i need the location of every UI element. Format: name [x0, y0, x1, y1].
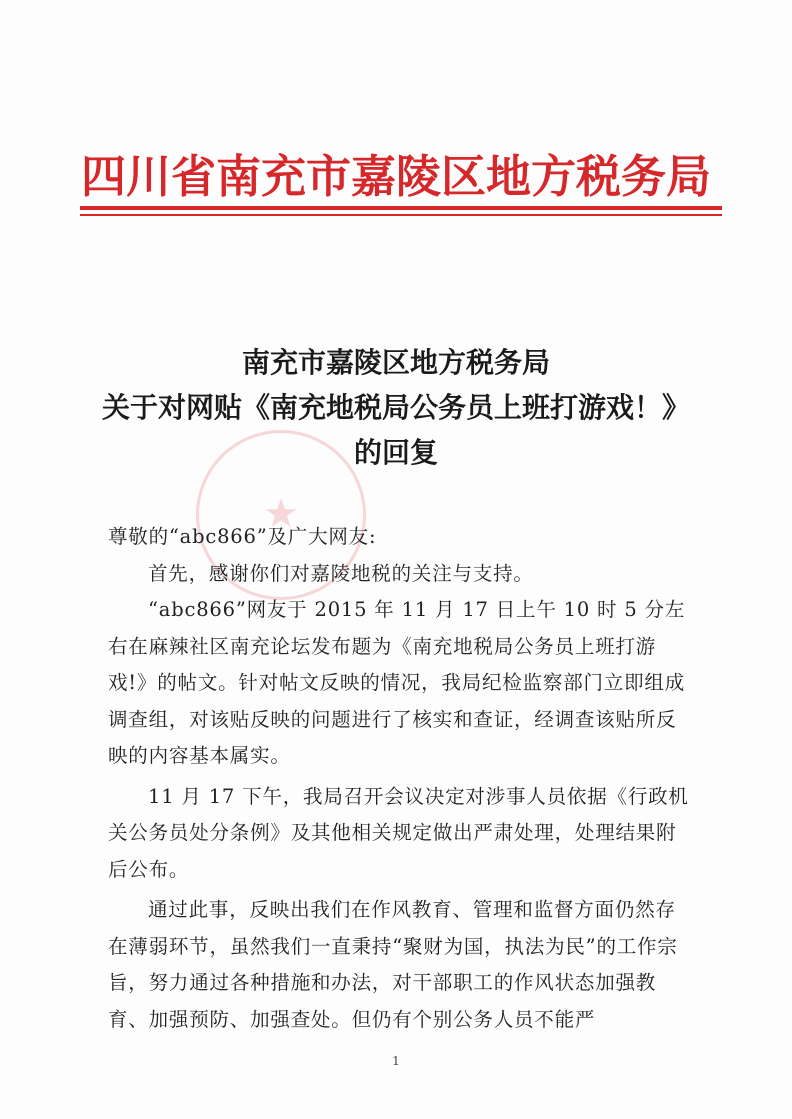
- letterhead-rule-thick: [80, 206, 722, 210]
- letterhead-rule-thin: [80, 214, 722, 216]
- letterhead-title: 四川省南充市嘉陵区地方税务局: [80, 150, 711, 203]
- paragraph-2: “abc866”网友于 2015 年 11 月 17 日上午 10 时 5 分左右在麻辣社区南充论坛发布题为《南充地税局公务员上班打游戏!》的帖文。针对帖文反映的情况，我局纪检监察部门立即组成调查组，对该贴反映的问题进行了核实和查证，经调查该贴所反映的内容基本属实。: [108, 598, 686, 767]
- paragraph-3: 11 月 17 下午，我局召开会议决定对涉事人员依据《行政机关公务员处分条例》及其他相关规定做出严肃处理，处理结果附后公布。: [108, 784, 689, 881]
- salutation: 尊敬的“abc866”及广大网友:: [108, 525, 377, 548]
- title-line-1: 南充市嘉陵区地方税务局: [241, 346, 550, 379]
- document-body: [108, 519, 693, 1038]
- title-line-3: 的回复: [353, 436, 438, 469]
- document-title: [0, 340, 792, 475]
- page-number: 1: [392, 1054, 400, 1068]
- paragraph-1: 首先，感谢你们对嘉陵地税的关注与支持。: [148, 561, 534, 585]
- title-line-2: 关于对网贴《南充地税局公务员上班打游戏！》: [101, 391, 690, 424]
- paragraph-4: 通过此事，反映出我们在作风教育、管理和监督方面仍然存在薄弱环节，虽然我们一直秉持“聚财为国，执法为民”的工作宗旨，努力通过各种措施和办法，对干部职工的作风状态加强教育、加强预防、加强查处。但仍有个别公务人员不能严: [108, 898, 678, 1031]
- seal-star-icon: ★: [263, 491, 299, 537]
